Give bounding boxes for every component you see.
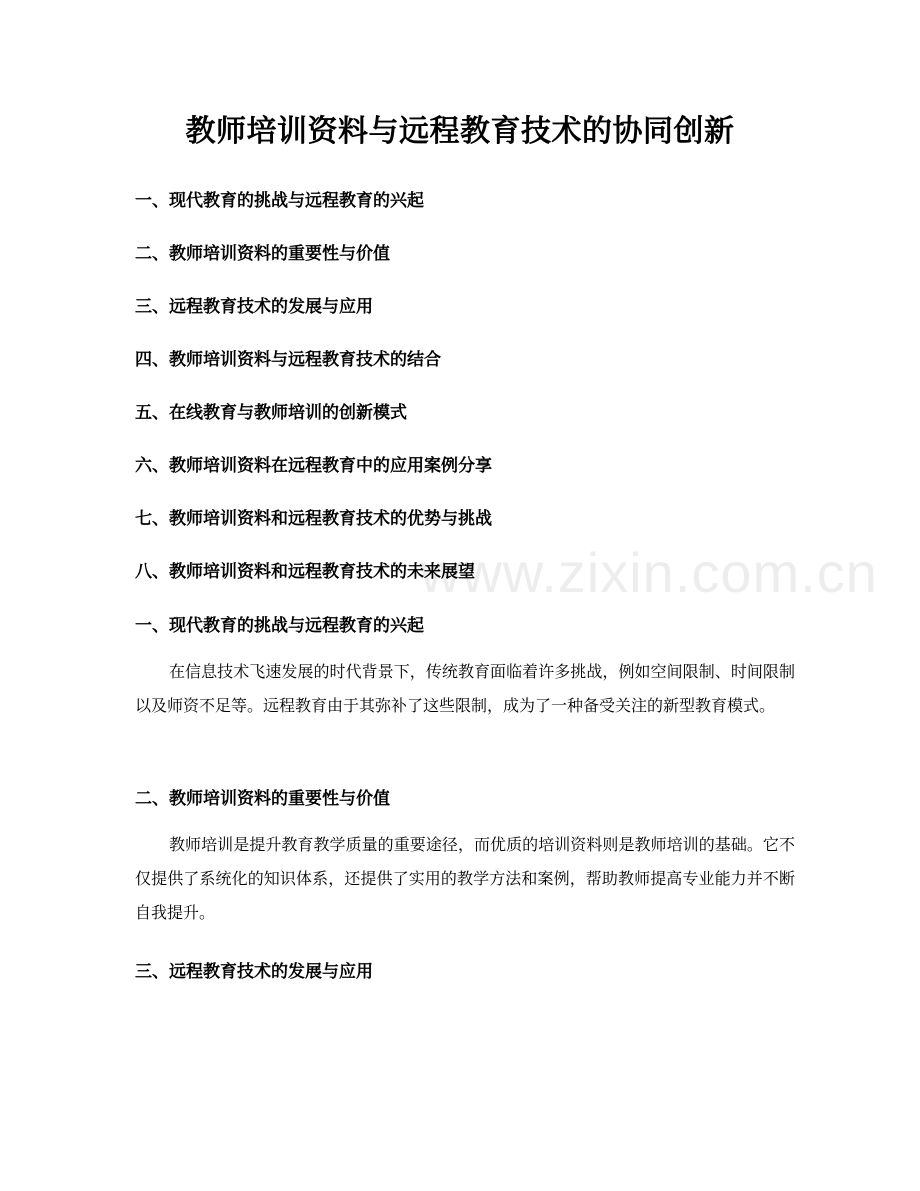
- section-heading: 二、教师培训资料的重要性与价值: [135, 789, 390, 809]
- toc-item: 六、教师培训资料在远程教育中的应用案例分享: [135, 456, 492, 476]
- watermark-text: www.zixin.com.cn: [420, 541, 878, 604]
- section-body: 在信息技术飞速发展的时代背景下，传统教育面临着许多挑战，例如空间限制、时间限制以及师资不足等。远程教育由于其弥补了这些限制，成为了一种备受关注的新型教育模式。: [135, 662, 795, 715]
- table-of-contents: [135, 186, 795, 610]
- section-2: [135, 784, 795, 930]
- toc-item: 四、教师培训资料与远程教育技术的结合: [135, 350, 441, 370]
- section-body: 教师培训是提升教育教学质量的重要途径，而优质的培训资料则是教师培训的基础。它不仅提供了系统化的知识体系，还提供了实用的教学方法和案例，帮助教师提高专业能力并不断自我提升。: [135, 835, 795, 922]
- toc-item: 八、教师培训资料和远程教育技术的未来展望: [135, 562, 475, 582]
- toc-item: 五、在线教育与教师培训的创新模式: [135, 403, 407, 423]
- section-3: [135, 957, 795, 987]
- section-heading: 三、远程教育技术的发展与应用: [135, 962, 373, 982]
- toc-item: 二、教师培训资料的重要性与价值: [135, 244, 390, 264]
- section-1: [135, 611, 795, 723]
- toc-item: 三、远程教育技术的发展与应用: [135, 297, 373, 317]
- toc-item: 一、现代教育的挑战与远程教育的兴起: [135, 191, 424, 211]
- toc-item: 七、教师培训资料和远程教育技术的优势与挑战: [135, 509, 492, 529]
- document-title: 教师培训资料与远程教育技术的协同创新: [185, 114, 735, 149]
- section-heading: 一、现代教育的挑战与远程教育的兴起: [135, 616, 424, 636]
